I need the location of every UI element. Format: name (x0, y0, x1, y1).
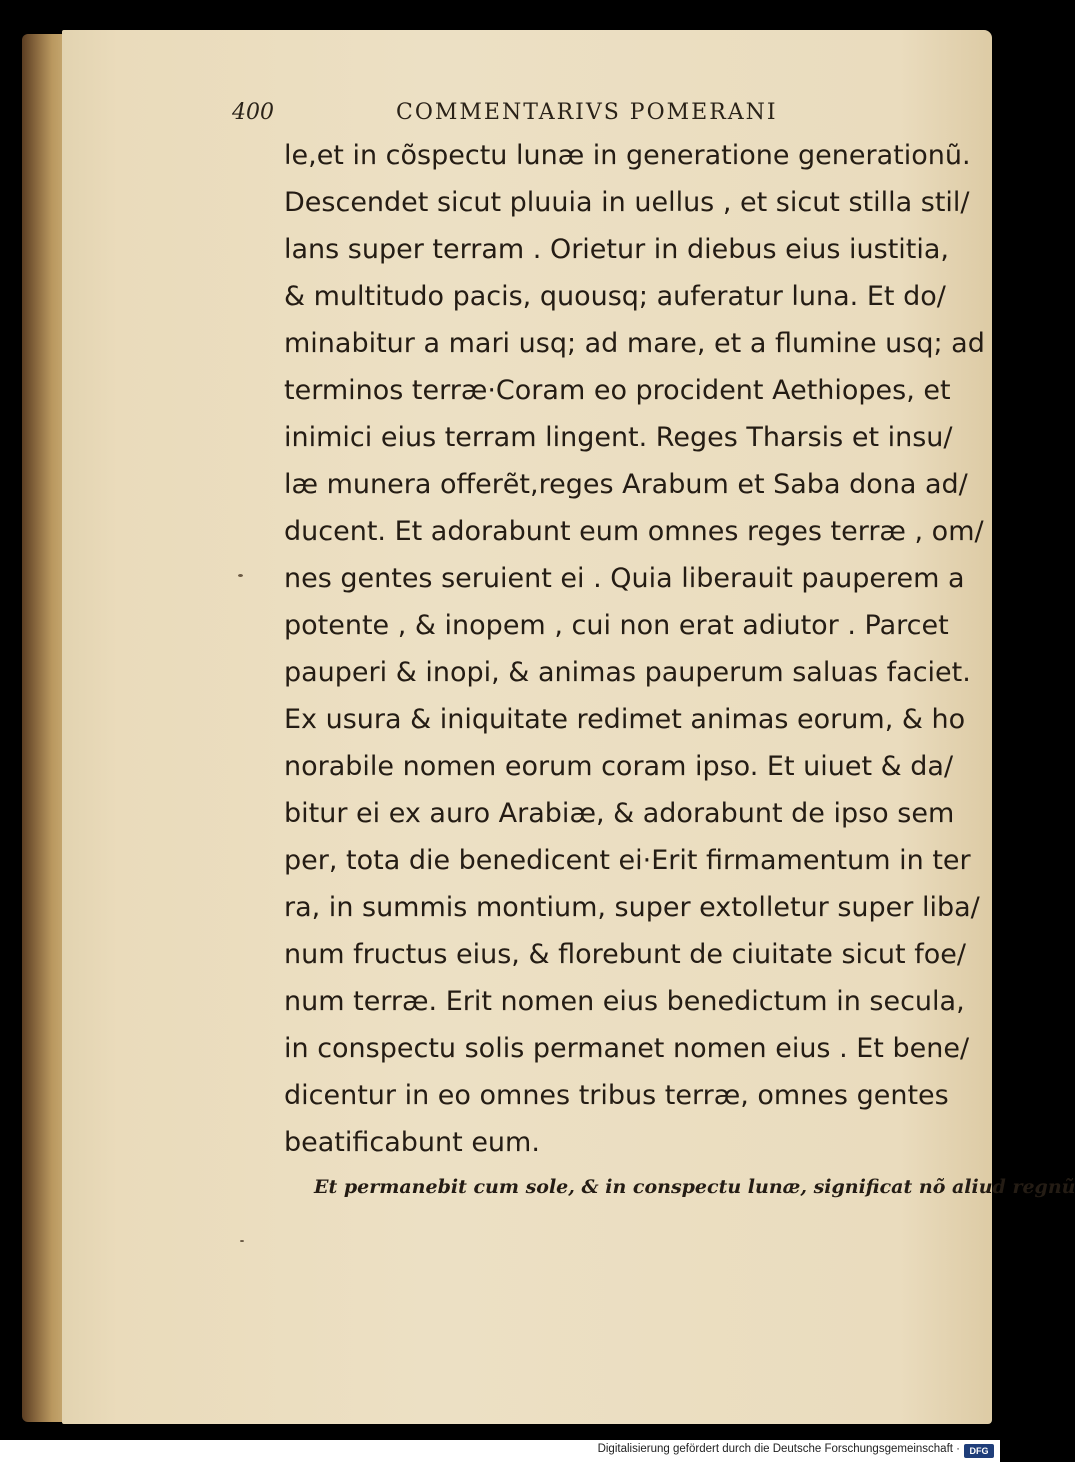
text-line: lans super terram . Orietur in diebus eius iustitia, (284, 234, 949, 265)
text-line: le,et in cõspectu lunæ in generatione generationũ. (284, 140, 971, 171)
text-line: læ munera offerẽt,reges Arabum et Saba dona ad/ (284, 469, 968, 500)
funding-credit: Digitalisierung gefördert durch die Deutsche Forschungsgemeinschaft · (597, 1443, 960, 1455)
text-line: minabitur a mari usq; ad mare, et a flumine usq; ad (284, 328, 985, 359)
text-line: Descendet sicut pluuia in uellus , et sicut stilla stil/ (284, 187, 970, 218)
text-line: inimici eius terram lingent. Reges Tharsis et insu/ (284, 422, 953, 453)
text-line: bitur ei ex auro Arabiæ, & adorabunt de ipso sem (284, 798, 955, 829)
text-line: potente , & inopem , cui non erat adiutor . Parcet (284, 610, 949, 641)
text-line: num fructus eius, & florebunt de ciuitate sicut foe/ (284, 939, 966, 970)
text-line: dicentur in eo omnes tribus terræ, omnes gentes (284, 1080, 949, 1111)
text-line: ra, in summis montium, super extolletur super liba/ (284, 892, 980, 923)
text-line: per, tota die benedicent ei·Erit firmamentum in ter (284, 845, 971, 876)
text-line: num terræ. Erit nomen eius benedictum in secula, (284, 986, 965, 1017)
text-line: nes gentes seruient ei . Quia liberauit pauperem a (284, 563, 965, 594)
text-line: terminos terræ·Coram eo procident Aethiopes, et (284, 375, 951, 406)
text-line: ducent. Et adorabunt eum omnes reges terræ , om/ (284, 516, 984, 547)
running-title: COMMENTARIVS POMERANI (396, 100, 778, 125)
paper-speck (238, 574, 243, 577)
text-line: Ex usura & iniquitate redimet animas eorum, & ho (284, 704, 966, 735)
page-header (232, 100, 800, 130)
text-line: pauperi & inopi, & animas pauperum saluas faciet. (284, 657, 971, 688)
page-number: 400 (232, 100, 274, 125)
text-line: beatificabunt eum. (284, 1127, 540, 1158)
dfg-logo: DFG (964, 1444, 994, 1458)
commentary-line: Et permanebit cum sole, & in conspectu lunæ, significat nõ aliud regnũ (314, 1176, 1075, 1198)
digitization-footer (0, 1440, 1000, 1462)
main-text-block (284, 132, 985, 1166)
paper-speck (240, 1240, 244, 1242)
text-line: in conspectu solis permanet nomen eius . Et bene/ (284, 1033, 970, 1064)
text-line: norabile nomen eorum coram ipso. Et uiuet & da/ (284, 751, 954, 782)
text-line: & multitudo pacis, quousq; auferatur luna. Et do/ (284, 281, 946, 312)
